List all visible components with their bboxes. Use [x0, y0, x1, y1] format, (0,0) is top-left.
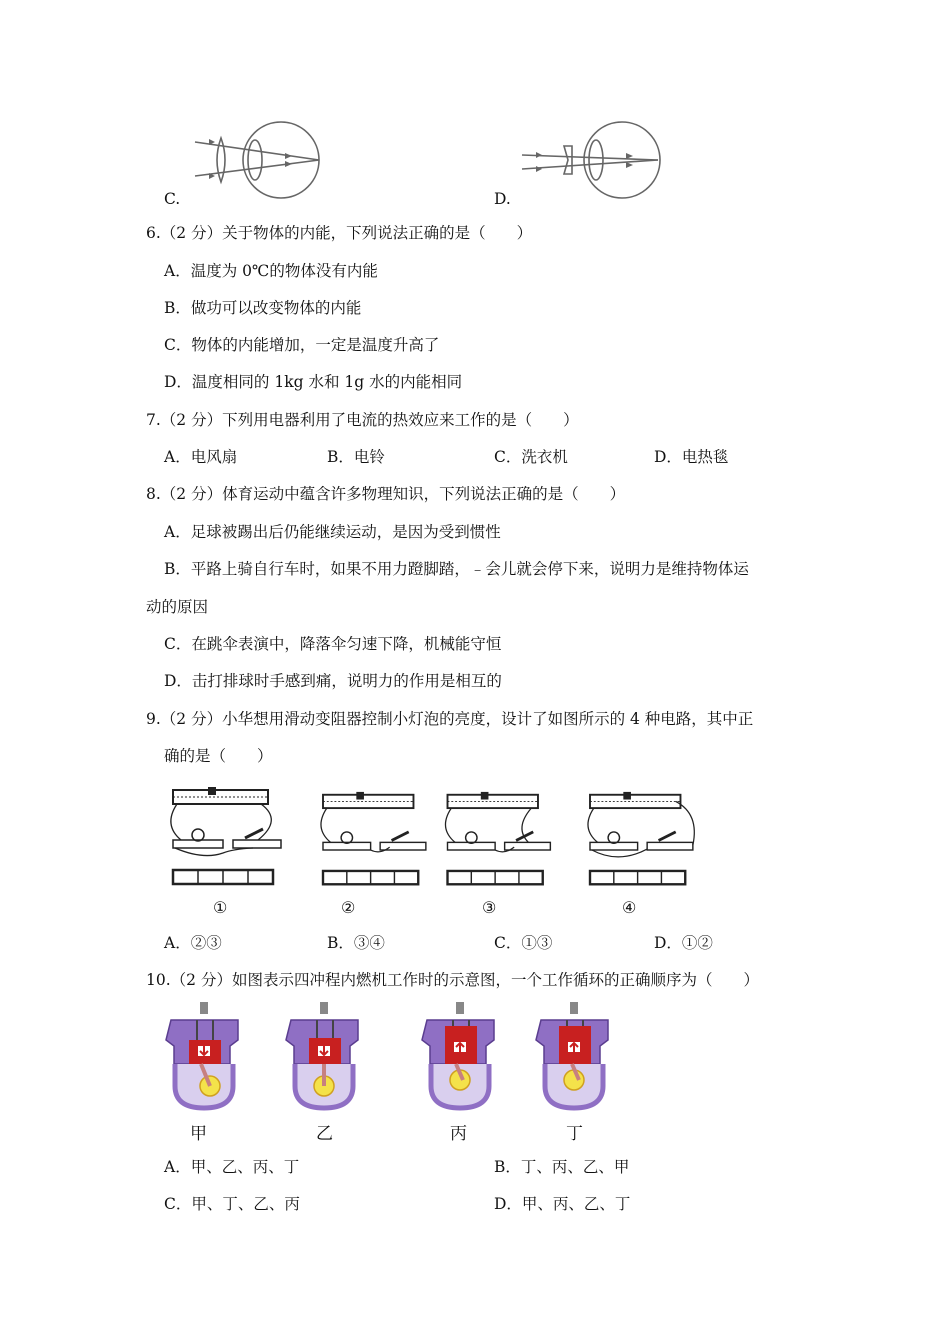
q9-option-c: C．①③	[494, 934, 553, 952]
q10-stem: 10.（2 分）如图表示四冲程内燃机工作时的示意图，一个工作循环的正确顺序为（ ）	[146, 971, 759, 989]
q9-stem-line2: 确的是（ ）	[164, 747, 273, 765]
q6-option-c: C．物体的内能增加，一定是温度升高了	[164, 336, 440, 354]
q8-option-b-line2: 动的原因	[146, 598, 209, 616]
q8-option-a: A．足球被踢出后仍能继续运动，是因为受到惯性	[164, 523, 501, 541]
q8-option-d: D．击打排球时手感到痛，说明力的作用是相互的	[164, 672, 502, 690]
circuit-label-4: ④	[622, 898, 637, 917]
circuit-diagram-1	[163, 785, 288, 890]
engine-stroke-bing	[423, 1002, 498, 1112]
q7-option-d: D．电热毯	[654, 448, 729, 466]
q6-stem: 6.（2 分）关于物体的内能，下列说法正确的是（ ）	[146, 224, 533, 242]
q9-option-b: B．③④	[327, 934, 385, 952]
engine-label-bing: 丙	[450, 1124, 467, 1144]
circuit-label-3: ③	[482, 898, 497, 917]
q7-stem: 7.（2 分）下列用电器利用了电流的热效应来工作的是（ ）	[146, 411, 579, 429]
eye-diagram-d	[522, 118, 662, 200]
engine-label-yi: 乙	[316, 1124, 333, 1144]
circuit-diagram-2	[313, 790, 433, 890]
engine-label-ding: 丁	[566, 1124, 583, 1144]
q8-stem: 8.（2 分）体育运动中蕴含许多物理知识，下列说法正确的是（ ）	[146, 485, 626, 503]
q10-option-c: C．甲、丁、乙、丙	[164, 1195, 300, 1213]
q5-option-d: D.	[494, 190, 511, 208]
q10-option-b: B．丁、丙、乙、甲	[494, 1158, 630, 1176]
circuit-diagram-4	[575, 790, 705, 890]
q6-option-d: D．温度相同的 1kg 水和 1g 水的内能相同	[164, 373, 463, 391]
q9-option-a: A．②③	[164, 934, 222, 952]
q6-option-a: A．温度为 0℃的物体没有内能	[164, 262, 378, 280]
engine-label-jia: 甲	[190, 1124, 207, 1144]
q10-option-a: A．甲、乙、丙、丁	[164, 1158, 300, 1176]
eye-diagram-c	[195, 118, 330, 200]
q10-option-d: D．甲、丙、乙、丁	[494, 1195, 631, 1213]
q8-option-c: C．在跳伞表演中，降落伞匀速下降，机械能守恒	[164, 635, 502, 653]
q7-option-a: A．电风扇	[164, 448, 238, 466]
q6-option-b: B．做功可以改变物体的内能	[164, 299, 362, 317]
q7-option-c: C．洗衣机	[494, 448, 568, 466]
engine-stroke-ding	[537, 1002, 612, 1112]
q7-option-b: B．电铃	[327, 448, 385, 466]
circuit-label-1: ①	[213, 898, 228, 917]
q5-option-c: C.	[164, 190, 181, 208]
q9-stem-line1: 9.（2 分）小华想用滑动变阻器控制小灯泡的亮度，设计了如图所示的 4 种电路，其中正	[146, 710, 754, 728]
circuit-diagram-3	[435, 790, 560, 890]
q9-option-d: D．①②	[654, 934, 713, 952]
engine-stroke-yi	[287, 1002, 362, 1112]
circuit-label-2: ②	[341, 898, 356, 917]
engine-stroke-jia	[167, 1002, 242, 1112]
q8-option-b-line1: B．平路上骑自行车时，如果不用力蹬脚踏，﹣会儿就会停下来，说明力是维持物体运	[164, 560, 749, 578]
